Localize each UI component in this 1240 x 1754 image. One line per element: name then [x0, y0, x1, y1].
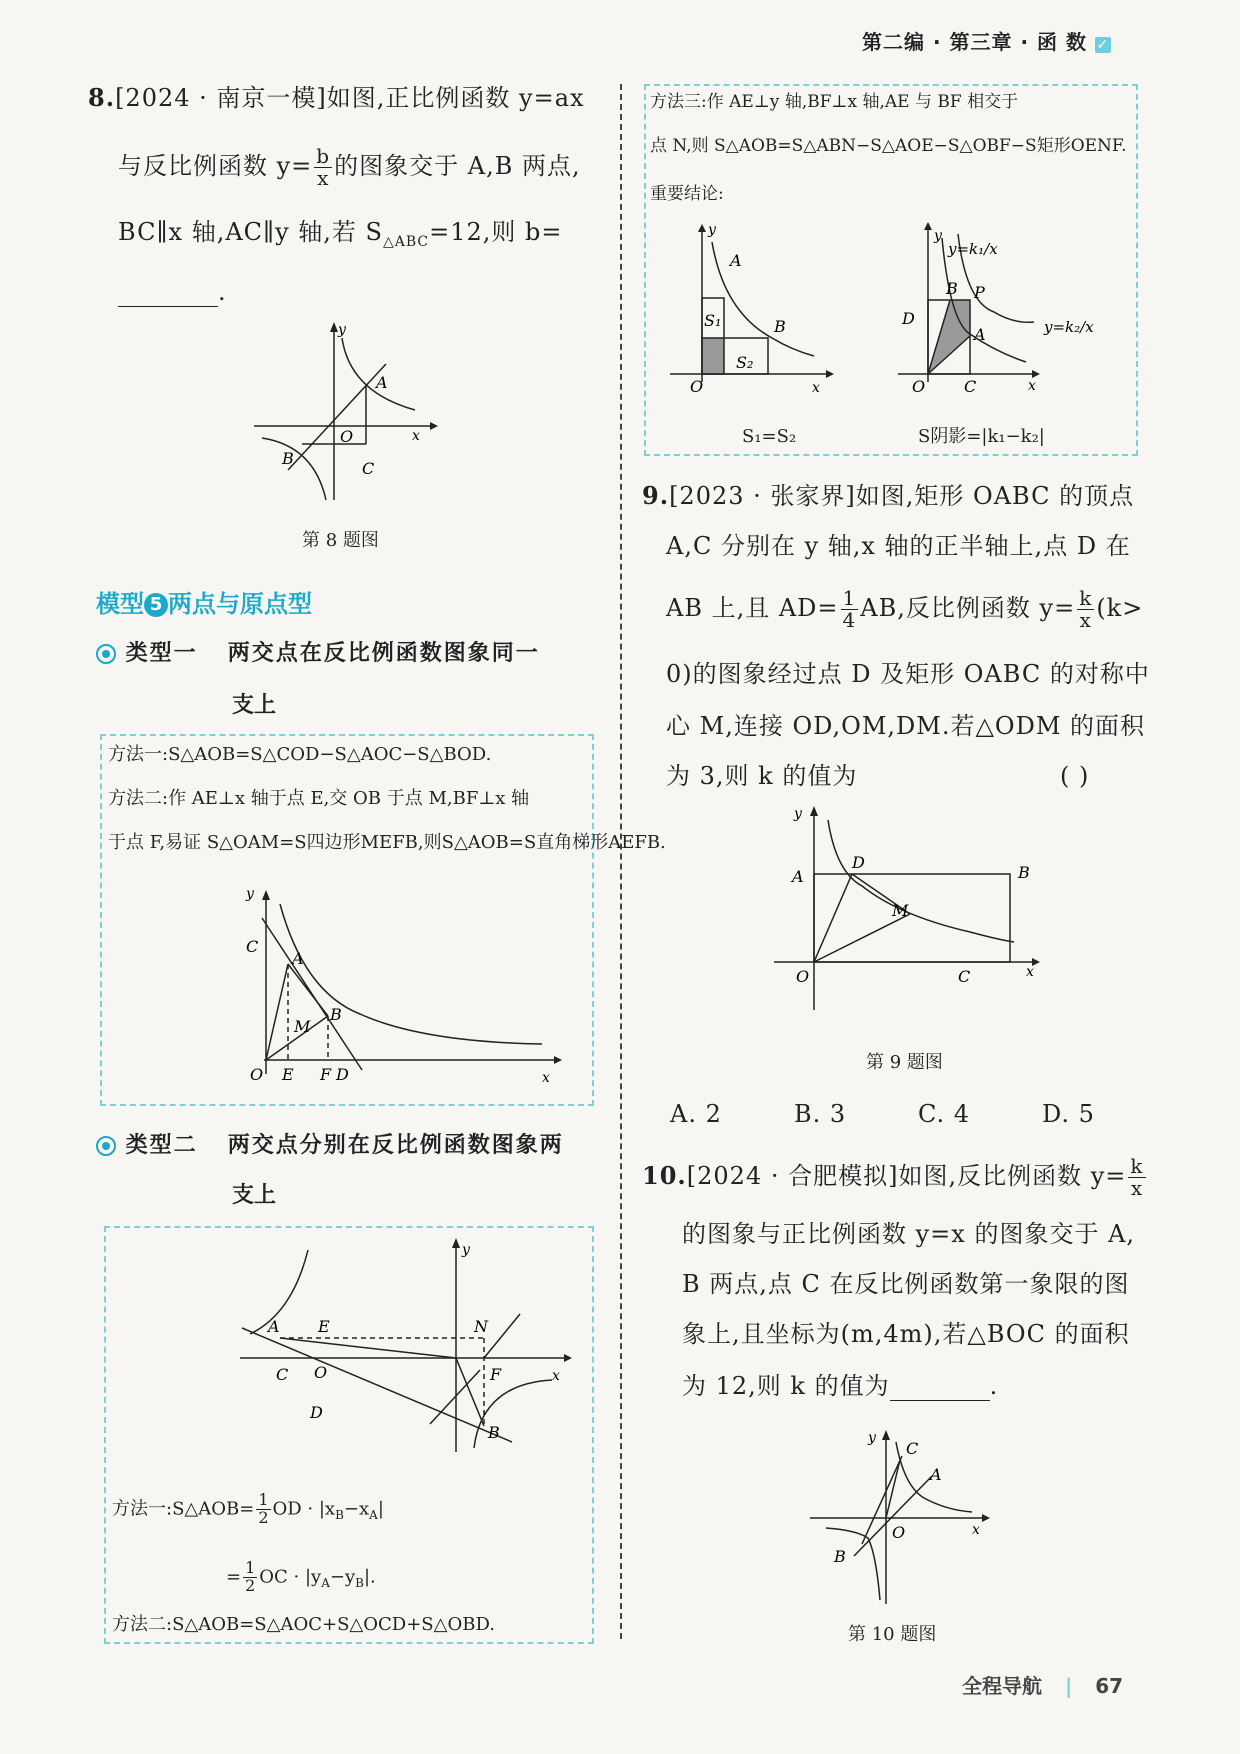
svg-text:A: A	[292, 949, 304, 968]
method-box-1	[100, 734, 666, 1106]
box2-method1-cont: = $\frac{1}{2}$ OC · $|y_A-y_B|$.	[226, 1558, 376, 1595]
box3-figure-right	[886, 212, 1136, 396]
svg-text:B: B	[834, 1547, 846, 1566]
svg-text:D: D	[310, 1403, 323, 1422]
k2-equation: y=k₂/x	[1044, 318, 1094, 336]
conclusion-1: S₁=S₂	[742, 426, 797, 447]
svg-text:O: O	[912, 377, 926, 396]
type1-heading-cont: 支上	[232, 693, 277, 718]
svg-text:A: A	[974, 325, 986, 344]
q8-line1: 如图,正比例函数 y=ax	[326, 84, 585, 112]
q8-line2a: 与反比例函数 y=	[118, 152, 313, 180]
svg-text:E: E	[318, 1317, 330, 1336]
svg-text:S₂: S₂	[736, 353, 754, 372]
svg-text:O: O	[690, 377, 704, 396]
svg-text:x: x	[542, 1070, 550, 1086]
q9-option-a[interactable]: A. 2	[670, 1100, 722, 1128]
svg-text:O: O	[340, 427, 354, 446]
svg-text:P: P	[974, 283, 985, 302]
svg-text:F: F	[320, 1065, 332, 1084]
column-divider	[620, 84, 622, 1639]
svg-text:S₁: S₁	[704, 311, 722, 330]
k1-equation: y=k₁/x	[948, 240, 998, 258]
q8-line3: BC∥x 轴,AC∥y 轴,若 S	[118, 218, 383, 246]
q8-line2b: 的图象交于 A,B 两点,	[334, 152, 581, 180]
page-number: 67	[1095, 1674, 1124, 1698]
footer-brand: 全程导航	[962, 1674, 1042, 1698]
type2-heading-cont: 支上	[232, 1183, 277, 1208]
svg-text:D: D	[902, 309, 915, 328]
svg-text:B: B	[1018, 863, 1030, 882]
method-box-3	[644, 84, 1138, 456]
svg-text:B: B	[488, 1423, 500, 1442]
box1-method1: 方法一:S△AOB=S△COD−S△AOC−S△BOD.	[108, 744, 492, 765]
q9-option-c[interactable]: C. 4	[918, 1100, 971, 1128]
svg-text:D: D	[336, 1065, 349, 1084]
svg-text:B: B	[330, 1005, 342, 1024]
q8-fraction: $\frac{b}{x}$	[316, 144, 331, 190]
svg-text:O: O	[796, 967, 810, 986]
svg-text:C: C	[276, 1365, 289, 1384]
svg-text:O: O	[892, 1523, 906, 1542]
box2-figure	[230, 1234, 580, 1474]
type2-heading: 类型二 两交点分别在反比例函数图象两	[96, 1128, 564, 1159]
box2-method2: 方法二:S△AOB=S△AOC+S△OCD+S△OBD.	[112, 1614, 495, 1635]
svg-text:A: A	[730, 251, 742, 270]
svg-text:N: N	[474, 1317, 488, 1336]
model5-number: 5	[144, 593, 168, 617]
svg-text:y: y	[462, 1242, 470, 1258]
box3-method3: 方法三:作 AE⊥y 轴,BF⊥x 轴,AE 与 BF 相交于	[650, 92, 1019, 112]
type1-bullet-icon	[96, 644, 116, 664]
svg-text:A: A	[376, 373, 388, 392]
svg-text:F: F	[490, 1365, 502, 1384]
svg-text:y: y	[794, 806, 802, 822]
check-icon: ✓	[1096, 37, 1110, 53]
svg-text:M: M	[892, 901, 909, 920]
svg-text:y: y	[338, 322, 346, 338]
page-header	[862, 26, 1111, 55]
box2-method1: 方法一:S△AOB= $\frac{1}{2}$ OD · $|x_B-x_A|$	[112, 1490, 384, 1527]
svg-text:B: B	[946, 279, 958, 298]
box1-figure	[242, 884, 572, 1104]
svg-text:B: B	[282, 449, 294, 468]
svg-text:A: A	[930, 1465, 942, 1484]
q10-figure	[800, 1424, 1000, 1614]
box1-method2: 方法二:作 AE⊥x 轴于点 E,交 OB 于点 M,BF⊥x 轴	[108, 788, 530, 809]
q9-figure	[770, 804, 1050, 1014]
svg-text:C: C	[964, 377, 977, 396]
svg-text:y: y	[868, 1430, 876, 1446]
svg-text:C: C	[362, 459, 375, 478]
q8-figure	[240, 320, 440, 520]
svg-text:x: x	[552, 1368, 560, 1384]
box1-method2-cont: 于点 F,易证 S△OAM=S四边形MEFB,则S△AOB=S直角梯形AEFB.	[108, 832, 666, 853]
q9-option-d[interactable]: D. 5	[1042, 1100, 1095, 1128]
svg-text:x: x	[812, 380, 820, 396]
q8-source: [2024 · 南京一模]	[115, 84, 327, 112]
q8-caption: 第 8 题图	[302, 530, 379, 551]
q8-number: 8.	[88, 83, 116, 112]
svg-text:D: D	[852, 853, 865, 872]
svg-text:O: O	[250, 1065, 264, 1084]
conclusion-2: S阴影=|k₁−k₂|	[918, 426, 1045, 447]
svg-text:B: B	[774, 317, 786, 336]
q8-line3b: =12,则 b=	[429, 218, 563, 246]
svg-text:M: M	[294, 1017, 311, 1036]
page-footer	[962, 1670, 1123, 1699]
type2-bullet-icon	[96, 1136, 116, 1156]
svg-text:x: x	[972, 1522, 980, 1538]
svg-text:C: C	[246, 937, 259, 956]
q9-answer-paren: ( )	[1060, 762, 1090, 790]
svg-text:A: A	[792, 867, 804, 886]
q10-answer-blank	[890, 1379, 990, 1401]
svg-text:y: y	[708, 222, 716, 238]
type1-heading: 类型一 两交点在反比例函数图象同一	[96, 636, 540, 667]
box3-method3-cont: 点 N,则 S△AOB=S△ABN−S△AOE−S△OBF−S矩形OENF.	[650, 136, 1127, 156]
box3-conclusion-label: 重要结论:	[650, 184, 724, 204]
svg-text:O: O	[314, 1363, 328, 1382]
box3-figure-left	[662, 222, 842, 396]
svg-text:y: y	[246, 886, 254, 902]
method-box-2	[104, 1226, 594, 1644]
footer-separator: |	[1064, 1674, 1073, 1698]
svg-text:x: x	[1028, 378, 1036, 394]
svg-text:x: x	[1026, 964, 1034, 980]
model5-heading: 模型 5 两点与原点型	[96, 590, 312, 618]
svg-text:C: C	[906, 1439, 919, 1458]
svg-text:C: C	[958, 967, 971, 986]
breadcrumb: 第二编 · 第三章 · 函 数	[862, 30, 1088, 54]
svg-text:x: x	[412, 428, 420, 444]
q9-option-b[interactable]: B. 3	[794, 1100, 847, 1128]
svg-text:E: E	[282, 1065, 294, 1084]
q10-caption: 第 10 题图	[848, 1624, 937, 1645]
svg-text:A: A	[268, 1317, 280, 1336]
q8-answer-blank	[118, 285, 218, 307]
svg-text:y: y	[934, 228, 942, 244]
q9-caption: 第 9 题图	[866, 1052, 943, 1073]
